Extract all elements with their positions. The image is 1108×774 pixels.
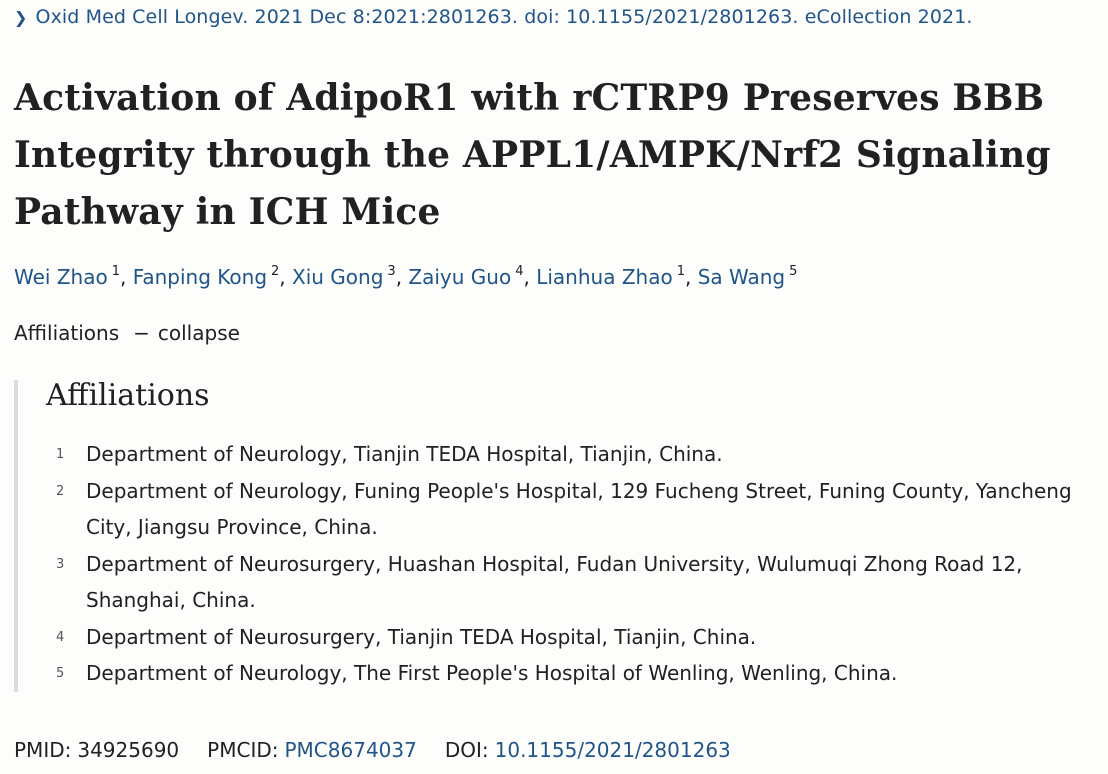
- author-item: Zaiyu Guo $^4$,: [408, 264, 537, 289]
- doi-label: DOI:: [444, 738, 489, 762]
- pmcid-label: PMCID:: [207, 738, 279, 762]
- affiliations-toggle-action[interactable]: collapse: [157, 321, 240, 345]
- citation-line[interactable]: [14, 6, 973, 28]
- author-item: Xiu Gong $^3$,: [292, 264, 409, 289]
- author-link[interactable]: Fanping Kong: [132, 265, 268, 289]
- affiliation-item: [56, 473, 1096, 546]
- journal-name[interactable]: Oxid Med Cell Longev.: [35, 6, 249, 28]
- author-affiliation-ref[interactable]: 5: [789, 264, 798, 279]
- affiliation-number: 4: [56, 629, 65, 645]
- author-affiliation-ref[interactable]: 4: [515, 264, 524, 279]
- author-link[interactable]: Xiu Gong: [292, 265, 384, 289]
- author-affiliation-ref[interactable]: 1: [676, 264, 685, 279]
- affiliations-heading: Affiliations: [46, 378, 210, 413]
- affiliations-panel: [14, 380, 1108, 692]
- citation-details: 2021 Dec 8:2021:2801263. doi: 10.1155/2021/2801263. eCollection 2021.: [254, 6, 973, 28]
- author-link[interactable]: Zaiyu Guo: [408, 265, 512, 289]
- author-item: Wei Zhao $^1$,: [14, 264, 133, 289]
- author-list: [14, 264, 797, 289]
- affiliation-text: Department of Neurology, The First People's Hospital of Wenling, Wenling, China.: [86, 661, 898, 685]
- affiliation-text: Department of Neurology, Funing People's Hospital, 129 Fucheng Street, Funing County, Yancheng City, Jiangsu Province, China.: [86, 478, 1072, 539]
- affiliation-item: [56, 619, 1096, 656]
- author-item: [698, 265, 798, 289]
- affiliation-number: 1: [56, 447, 65, 462]
- author-link[interactable]: Lianhua Zhao: [536, 265, 673, 289]
- affiliations-list: [56, 436, 1096, 692]
- doi-link[interactable]: 10.1155/2021/2801263: [494, 738, 731, 762]
- article-title: Activation of AdipoR1 with rCTRP9 Preserves BBB Integrity through the APPL1/AMPK/Nrf2 Signaling Pathway in ICH Mice: [14, 77, 1051, 233]
- affiliation-number: 3: [56, 556, 65, 572]
- author-link[interactable]: Sa Wang: [697, 265, 786, 289]
- chevron-right-icon[interactable]: ❯: [14, 8, 28, 27]
- affiliation-item: [56, 655, 1096, 692]
- affiliation-number: 2: [56, 483, 65, 499]
- affiliation-text: Department of Neurosurgery, Huashan Hospital, Fudan University, Wulumuqi Zhong Road 12, Shanghai, China.: [86, 551, 1023, 612]
- collapse-icon[interactable]: −: [133, 321, 150, 345]
- pmcid-link[interactable]: PMC8674037: [284, 738, 417, 762]
- affiliation-number: 5: [56, 666, 65, 681]
- affiliation-item: [56, 546, 1096, 619]
- affiliation-text: Department of Neurology, Tianjin TEDA Hospital, Tianjin, China.: [86, 442, 723, 466]
- article-identifiers: [14, 738, 759, 762]
- affiliations-toggle-label[interactable]: Affiliations: [14, 321, 120, 345]
- pmid-label: PMID:: [14, 738, 72, 762]
- author-item: Lianhua Zhao $^1$,: [536, 264, 698, 289]
- affiliation-item: [56, 436, 1096, 473]
- affiliation-text: Department of Neurosurgery, Tianjin TEDA Hospital, Tianjin, China.: [86, 624, 757, 649]
- author-affiliation-ref[interactable]: 1: [111, 264, 120, 279]
- author-link[interactable]: Wei Zhao: [14, 265, 108, 289]
- author-affiliation-ref[interactable]: 3: [387, 264, 396, 279]
- author-affiliation-ref[interactable]: 2: [271, 264, 280, 279]
- pmid-value: 34925690: [77, 738, 180, 762]
- affiliations-toggle[interactable]: [14, 321, 240, 345]
- author-item: Fanping Kong $^2$,: [132, 264, 293, 289]
